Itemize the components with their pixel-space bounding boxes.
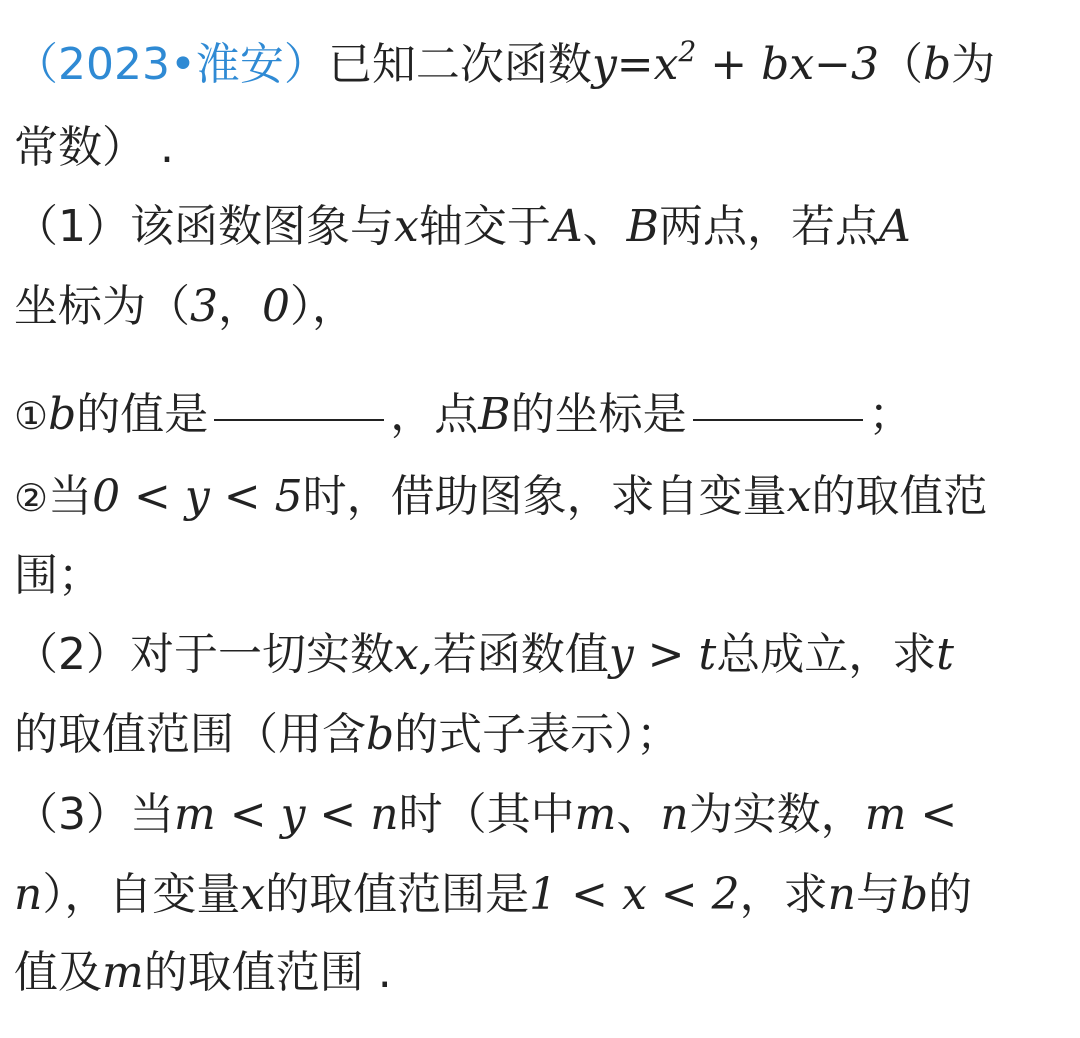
question-1b-line-1 — [14, 462, 1070, 532]
var-n: n — [660, 789, 689, 840]
var-b: b — [900, 869, 929, 920]
coord-x: 3 — [190, 281, 218, 332]
function-expression — [591, 35, 879, 90]
problem-header-line-2 — [14, 113, 1070, 183]
function-base: y=x — [591, 39, 679, 90]
q1-coord-suffix: ）， — [290, 281, 356, 332]
question-2-line-2 — [14, 700, 1070, 770]
point-a: A — [550, 201, 583, 252]
q2-text-2: 总成立，求 — [716, 629, 937, 680]
var-x: x — [394, 201, 419, 252]
var-x: x — [240, 869, 266, 920]
coord-comma: ， — [218, 281, 262, 332]
question-1b-line-2 — [14, 541, 1070, 611]
var-b: b — [923, 39, 952, 90]
var-b: b — [366, 709, 395, 760]
var-m-inequality: m < — [864, 789, 958, 840]
var-m: m — [574, 789, 617, 840]
var-n: n — [14, 869, 43, 920]
q3-line3-b: 的取值范围 . — [143, 947, 392, 998]
var-x: x, — [394, 629, 433, 680]
point-a-2: A — [878, 201, 911, 252]
paren-open: （ — [879, 39, 923, 90]
q1-sep: 、 — [582, 201, 627, 252]
q1a-text-2: ，点 — [390, 389, 479, 440]
q1-mid: 轴交于 — [418, 201, 551, 252]
question-3-line-3 — [14, 938, 1070, 1008]
question-3-line-2 — [14, 860, 1070, 930]
q3-text-2: 为实数， — [688, 789, 865, 840]
answer-blank-point-b[interactable] — [693, 417, 863, 421]
coord-y: 0 — [262, 281, 290, 332]
q2-prefix: （2）对于一切实数 — [14, 629, 394, 680]
q1-prefix: （1）该函数图象与 — [14, 201, 394, 252]
intro-end: 为 — [951, 39, 996, 90]
question-1-line-2 — [14, 272, 1070, 342]
problem-header-line — [14, 30, 1070, 100]
inequality: 0 < y < 5 — [92, 471, 303, 522]
problem-source: （2023•淮安） — [14, 39, 328, 90]
inequality-2: 1 < x < 2 — [529, 869, 740, 920]
q3-line2-c: ，求 — [739, 869, 828, 920]
q1a-end: ； — [868, 389, 913, 440]
q1-coord-prefix: 坐标为（ — [14, 281, 190, 332]
q3-line2-b: 的取值范围是 — [265, 869, 530, 920]
answer-blank-b[interactable] — [214, 417, 384, 421]
q2-line2-b: 的式子表示）； — [394, 709, 681, 760]
q3-line2-d: 与 — [856, 869, 900, 920]
q3-line3-a: 值及 — [14, 947, 102, 998]
var-m: m — [102, 947, 144, 998]
q1a-text-1: 的值是 — [76, 389, 209, 440]
inequality: m < y < n — [174, 789, 399, 840]
q1b-line2: 围； — [14, 550, 102, 601]
point-b: B — [626, 201, 659, 252]
intro-text: 已知二次函数 — [327, 39, 592, 90]
function-exponent: 2 — [678, 35, 697, 68]
q3-text-1: 时（其中 — [398, 789, 575, 840]
q1-mid2: 两点，若点 — [658, 201, 879, 252]
intro-line2: 常数） . — [14, 122, 174, 173]
q1b-text-3: 的取值范 — [811, 471, 988, 522]
q1b-text-1: 当 — [48, 471, 93, 522]
var-b: b — [48, 389, 77, 440]
q1a-text-3: 的坐标是 — [510, 389, 687, 440]
q3-sep: 、 — [616, 789, 661, 840]
function-tail: + bx−3 — [696, 39, 879, 90]
question-1a — [14, 380, 1070, 450]
question-1-line-1 — [14, 192, 1070, 262]
q2-line2-a: 的取值范围（用含 — [14, 709, 366, 760]
var-x: x — [786, 471, 812, 522]
var-n-2: n — [827, 869, 856, 920]
inequality: y > t — [608, 629, 717, 680]
q2-text-1: 若函数值 — [432, 629, 609, 680]
q1b-text-2: 时，借助图象，求自变量 — [302, 471, 787, 522]
point-b: B — [478, 389, 511, 440]
q3-line2-a: ），自变量 — [42, 869, 241, 920]
question-2-line-1 — [14, 620, 1070, 690]
var-t: t — [936, 629, 954, 680]
q3-prefix: （3）当 — [14, 789, 174, 840]
question-3-line-1 — [14, 780, 1070, 850]
circled-number-2: ② — [14, 476, 49, 520]
q3-line2-e: 的 — [928, 869, 973, 920]
circled-number-1: ① — [14, 394, 49, 438]
